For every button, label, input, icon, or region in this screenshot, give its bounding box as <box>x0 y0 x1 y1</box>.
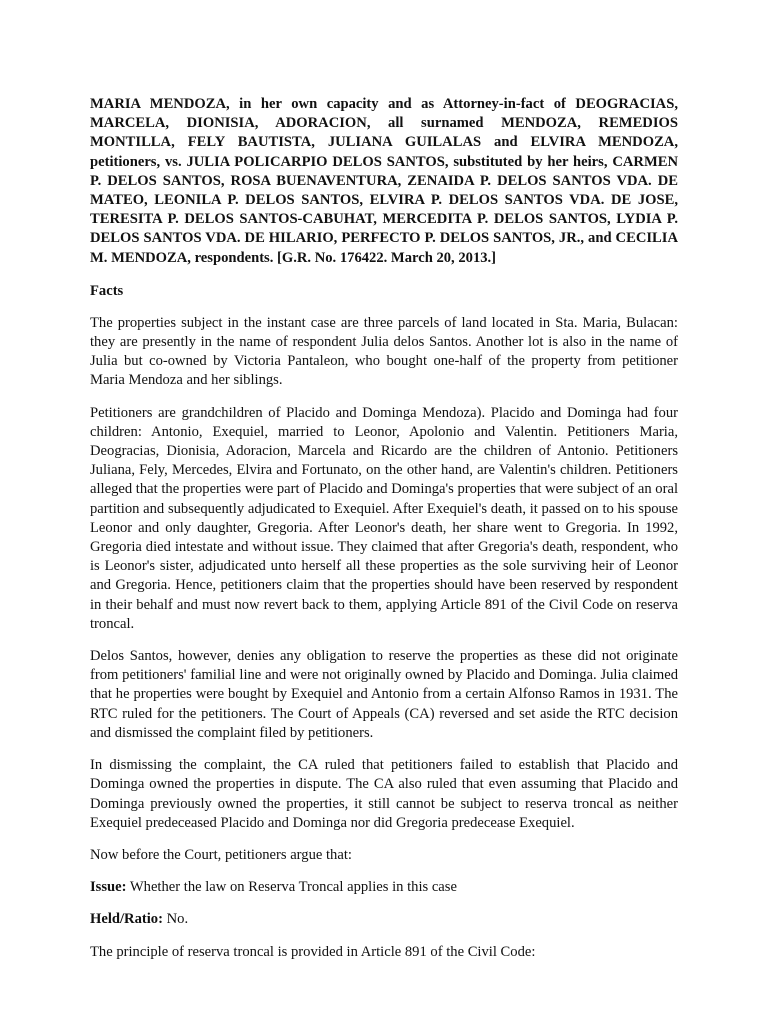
held-label: Held/Ratio: <box>90 911 163 928</box>
paragraph-delos-santos: Delos Santos, however, denies any obligation to reserve the properties as these did not originate from petitioners' familial line and were not originally owned by Placido and Dominga. Julia claimed that he properties were bought by Exequiel and Antonio from a certain Alfonso Ramos in 1931. The RTC ruled for the petitioners. The Court of Appeals (CA) reversed and set aside the RTC decision and dismissed the complaint filed by petitioners. <box>90 648 678 741</box>
facts-heading: Facts <box>90 282 124 299</box>
issue-label: Issue: <box>90 879 127 896</box>
held-text: No. <box>162 911 189 928</box>
issue-text: Whether the law on Reserva Troncal applies in this case <box>126 879 457 896</box>
issue-line <box>90 878 678 897</box>
case-title: MARIA MENDOZA, in her own capacity and as Attorney-in-fact of DEOGRACIAS, MARCELA, DIONISIA, ADORACION, all surnamed MENDOZA, REMEDIOS MONTILLA, FELY BAUTISTA, JULIANA GUILALAS and ELVIRA MENDOZA, petitioners, vs. JULIA POLICARPIO DELOS SANTOS, substituted by her heirs, CARMEN P. DELOS SANTOS, ROSA BUENAVENTURA, ZENAIDA P. DELOS SANTOS VDA. DE MATEO, LEONILA P. DELOS SANTOS, ELVIRA P. DELOS SANTOS VDA. DE JOSE, TERESITA P. DELOS SANTOS-CABUHAT, MERCEDITA P. DELOS SANTOS, LYDIA P. DELOS SANTOS VDA. DE HILARIO, PERFECTO P. DELOS SANTOS, JR., and CECILIA M. MENDOZA, respondents. [G.R. No. 176422. March 20, 2013.] <box>90 96 678 266</box>
paragraph-petitioners: Petitioners are grandchildren of Placido and Dominga Mendoza). Placido and Dominga had four children: Antonio, Exequiel, married to Leonor, Apolonio and Valentin. Petitioners Maria, Deogracias, Dionisia, Adoracion, Marcela and Ricardo are the children of Antonio. Petitioners Juliana, Fely, Mercedes, Elvira and Fortunato, on the other hand, are Valentin's children. Petitioners alleged that the properties were part of Placido and Dominga's properties that were subject of an oral partition and subsequently adjudicated to Exequiel. After Exequiel's death, it passed on to his spouse Leonor and only daughter, Gregoria. After Leonor's death, her share went to Gregoria. In 1992, Gregoria died intestate and without issue. They claimed that after Gregoria's death, respondent, who is Leonor's sister, adjudicated unto herself all these properties as the sole surviving heir of Leonor and Gregoria. Hence, petitioners claim that the properties should have been reserved by respondent in their behalf and must now revert back to them, applying Article 891 of the Civil Code on reserva troncal. <box>90 404 678 632</box>
paragraph-argument: Now before the Court, petitioners argue that: <box>90 846 352 863</box>
paragraph-properties: The properties subject in the instant case are three parcels of land located in Sta. Maria, Bulacan: they are presently in the name of respondent Julia delos Santos. Another lot is also in the name of Julia but co-owned by Victoria Pantaleon, who bought one-half of the property from petitioner Maria Mendoza and her siblings. <box>90 314 678 389</box>
held-line <box>90 910 678 929</box>
paragraph-ca-ruling: In dismissing the complaint, the CA ruled that petitioners failed to establish that Placido and Dominga owned the properties in dispute. The CA also ruled that even assuming that Placido and Dominga previously owned the properties, it still cannot be subject to reserva troncal as neither Exequiel predeceased Placido and Dominga nor did Gregoria predecease Exequiel. <box>90 757 678 831</box>
closing-paragraph: The principle of reserva troncal is provided in Article 891 of the Civil Code: <box>90 943 536 960</box>
